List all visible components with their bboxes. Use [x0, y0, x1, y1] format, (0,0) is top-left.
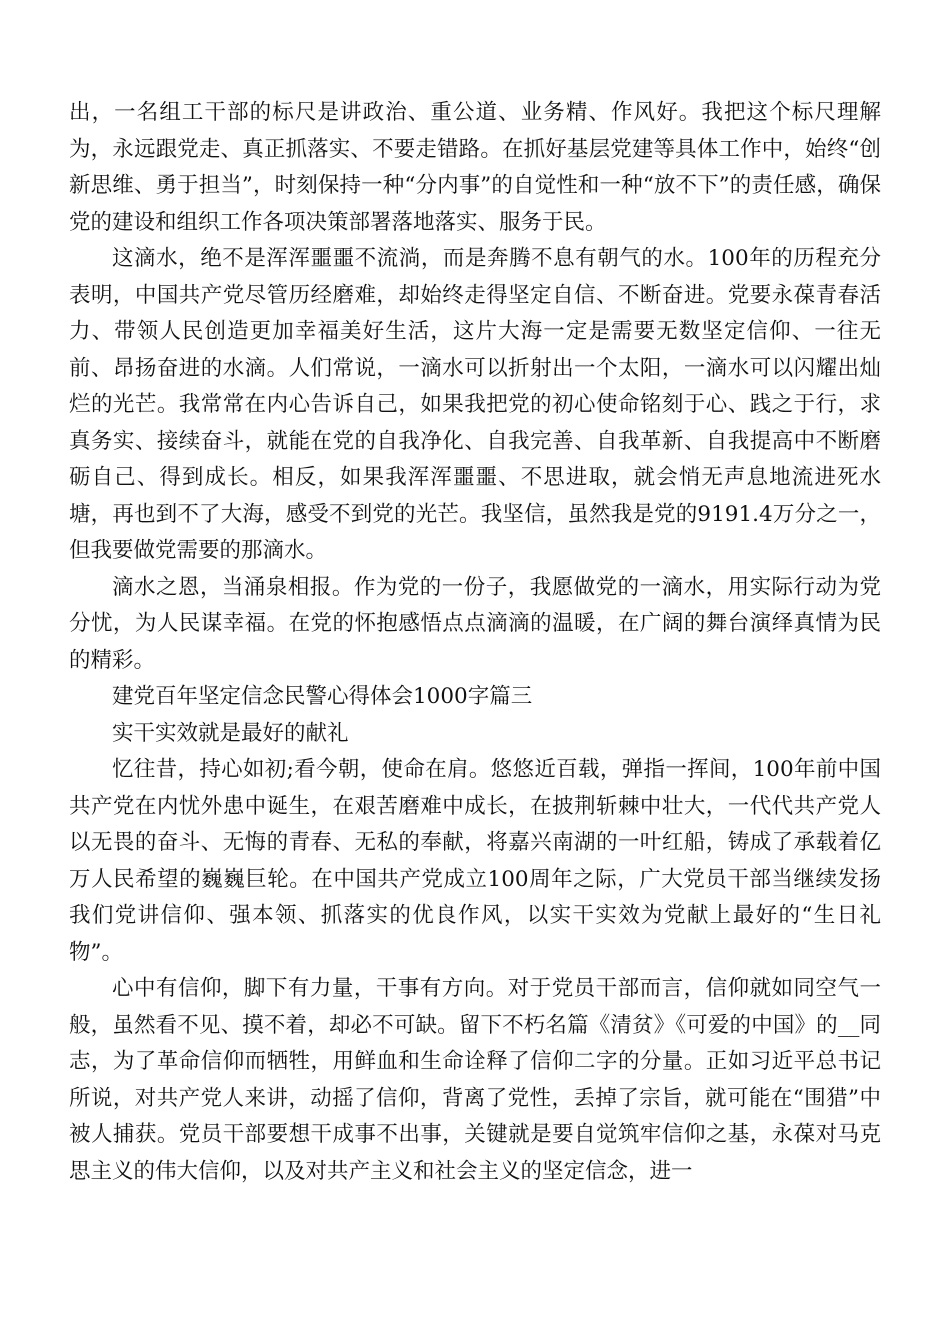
document-page — [69, 95, 881, 1190]
paragraph-recall-past: 忆往昔，持心如初;看今朝，使命在肩。悠悠近百载，弹指一挥间，100年前中国共产党在内忧外患中诞生，在艰苦磨难中成长，在披荆斩棘中壮大，一代代共产党人以无畏的奋斗、无悔的青春、无私的奉献，将嘉兴南湖的一叶红船，铸成了承载着亿万人民希望的巍巍巨轮。在中国共产党成立100周年之际，广大党员干部当继续发扬我们党讲信仰、强本领、抓落实的优良作风，以实干实效为党献上最好的“生日礼物”。 — [69, 757, 881, 965]
paragraph-faith: 心中有信仰，脚下有力量，干事有方向。对于党员干部而言，信仰就如同空气一般，虽然看不见、摸不着，却必不可缺。留下不朽名篇《清贫》《可爱的中国》的__同志，为了革命信仰而牺牲，用鲜血和生命诠释了信仰二字的分量。正如习近平总书记所说，对共产党人来讲，动摇了信仰，背离了党性，丢掉了宗旨，就可能在“围猎”中被人捕获。党员干部要想干成事不出事，关键就是要自觉筑牢信仰之基，永葆对马克思主义的伟大信仰，以及对共产主义和社会主义的坚定信念，进一 — [69, 976, 881, 1184]
paragraph-gratitude: 滴水之恩，当涌泉相报。作为党的一份子，我愿做党的一滴水，用实际行动为党分忧，为人民谋幸福。在党的怀抱感悟点点滴滴的温暖，在广阔的舞台演绎真情为民的精彩。 — [69, 574, 881, 673]
section-title: 建党百年坚定信念民警心得体会1000字篇三 — [112, 684, 533, 709]
paragraph-water-drop: 这滴水，绝不是浑浑噩噩不流淌，而是奔腾不息有朝气的水。100年的历程充分表明，中国共产党尽管历经磨难，却始终走得坚定自信、不断奋进。党要永葆青春活力、带领人民创造更加幸福美好生活，这片大海一定是需要无数坚定信仰、一往无前、昂扬奋进的水滴。人们常说，一滴水可以折射出一个太阳，一滴水可以闪耀出灿烂的光芒。我常常在内心告诉自己，如果我把党的初心使命铭刻于心、践之于行，求真务实、接续奋斗，就能在党的自我净化、自我完善、自我革新、自我提高中不断磨砺自己、得到成长。相反，如果我浑浑噩噩、不思进取，就会悄无声息地流进死水塘，再也到不了大海，感受不到党的光芒。我坚信，虽然我是党的9191.4万分之一，但我要做党需要的那滴水。 — [69, 246, 881, 563]
section-subtitle: 实干实效就是最好的献礼 — [112, 720, 349, 746]
paragraph-continuation: 出，一名组工干部的标尺是讲政治、重公道、业务精、作风好。我把这个标尺理解为，永远跟党走、真正抓落实、不要走错路。在抓好基层党建等具体工作中，始终“创新思维、勇于担当”，时刻保持一种“分内事”的自觉性和一种“放不下”的责任感，确保党的建设和组织工作各项决策部署落地落实、服务于民。 — [69, 100, 881, 235]
